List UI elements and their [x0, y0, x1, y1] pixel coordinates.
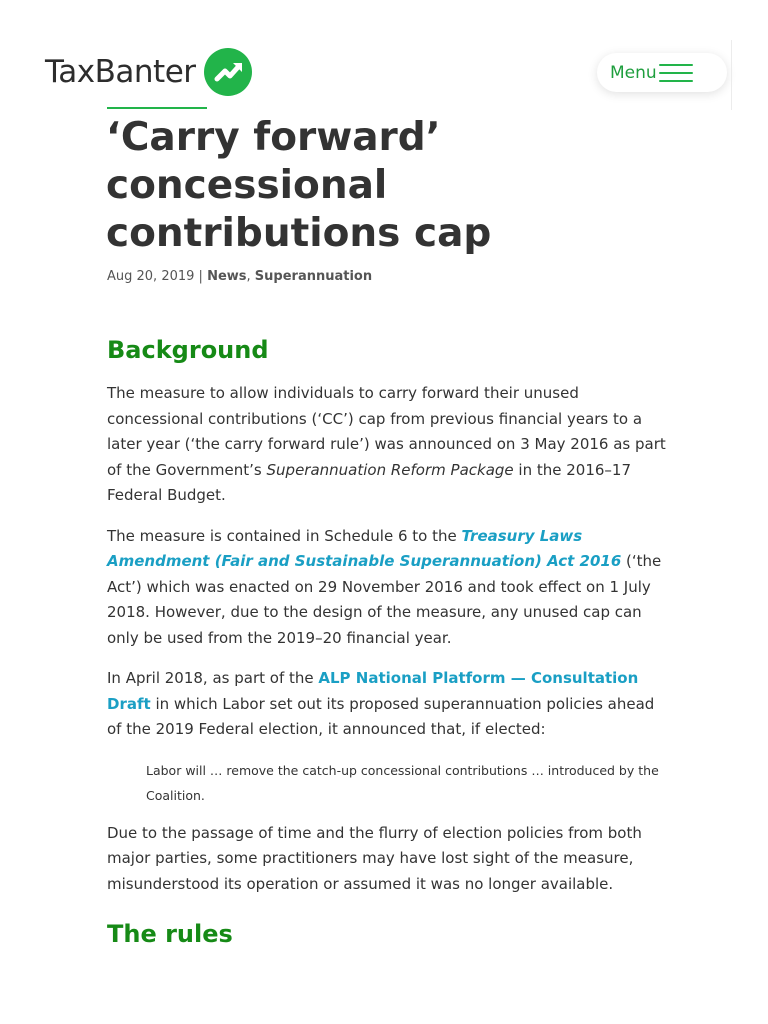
- menu-button[interactable]: [597, 53, 727, 92]
- article-title: ‘Carry forward’ concessional contributions cap: [106, 115, 492, 256]
- title-accent-rule: [107, 107, 207, 109]
- site-header: [0, 40, 768, 110]
- paragraph-background-4: Due to the passage of time and the flurry of election policies from both major parties, some practitioners may have lost sight of the measure, misunderstood its operation or assumed it was no longer available.: [107, 823, 642, 893]
- paragraph-background-2: [107, 524, 667, 652]
- category-link-superannuation[interactable]: Superannuation: [254, 269, 373, 284]
- paragraph-text: (‘the Act’) which was enacted on 29 November 2016 and took effect on 1 July 2018. However, due to the design of the measure, any unused cap can only be used from the 2019–20 financial year.: [107, 552, 662, 647]
- paragraph-text: in the 2016–17 Federal Budget.: [107, 460, 631, 504]
- article-date: Aug 20, 2019: [107, 269, 195, 284]
- paragraph-text: The measure to allow individuals to carry forward their unused concessional contributions (‘CC’) cap from previous financial years to a later year (‘the carry forward rule’) was announced on 3 May 2016 as part of the Government’s: [107, 384, 666, 479]
- paragraph-background-1: [107, 381, 667, 509]
- header-divider: [731, 40, 732, 110]
- site-logo[interactable]: [45, 48, 252, 96]
- paragraph-text: in which Labor set out its proposed superannuation policies ahead of the 2019 Federal election, it announced that, if elected:: [107, 694, 655, 738]
- trend-arrow-icon: [204, 48, 252, 96]
- meta-separator: |: [194, 269, 208, 284]
- paragraph-text: The measure is contained in Schedule 6 to the: [107, 526, 462, 545]
- category-separator: ,: [246, 269, 255, 284]
- article-meta: [107, 269, 372, 284]
- alp-platform-link[interactable]: ALP National Platform — Consultation Draft: [107, 669, 639, 713]
- logo-text: TaxBanter: [45, 54, 196, 90]
- rules-heading: The rules: [107, 920, 233, 948]
- treasury-laws-act-link[interactable]: Treasury Laws Amendment (Fair and Sustainable Superannuation) Act 2016: [107, 526, 622, 570]
- article-body: [107, 333, 667, 951]
- reform-package-emphasis: Superannuation Reform Package: [266, 460, 514, 479]
- paragraph-text: In April 2018, as part of the: [107, 669, 319, 687]
- category-link-news[interactable]: News: [207, 269, 247, 284]
- background-heading: Background: [107, 336, 269, 364]
- menu-label: Menu: [610, 62, 657, 83]
- hamburger-icon: [659, 64, 693, 82]
- paragraph-background-3: [107, 666, 667, 743]
- labor-quote: Labor will … remove the catch-up concessional contributions … introduced by the Coalition.: [146, 762, 659, 803]
